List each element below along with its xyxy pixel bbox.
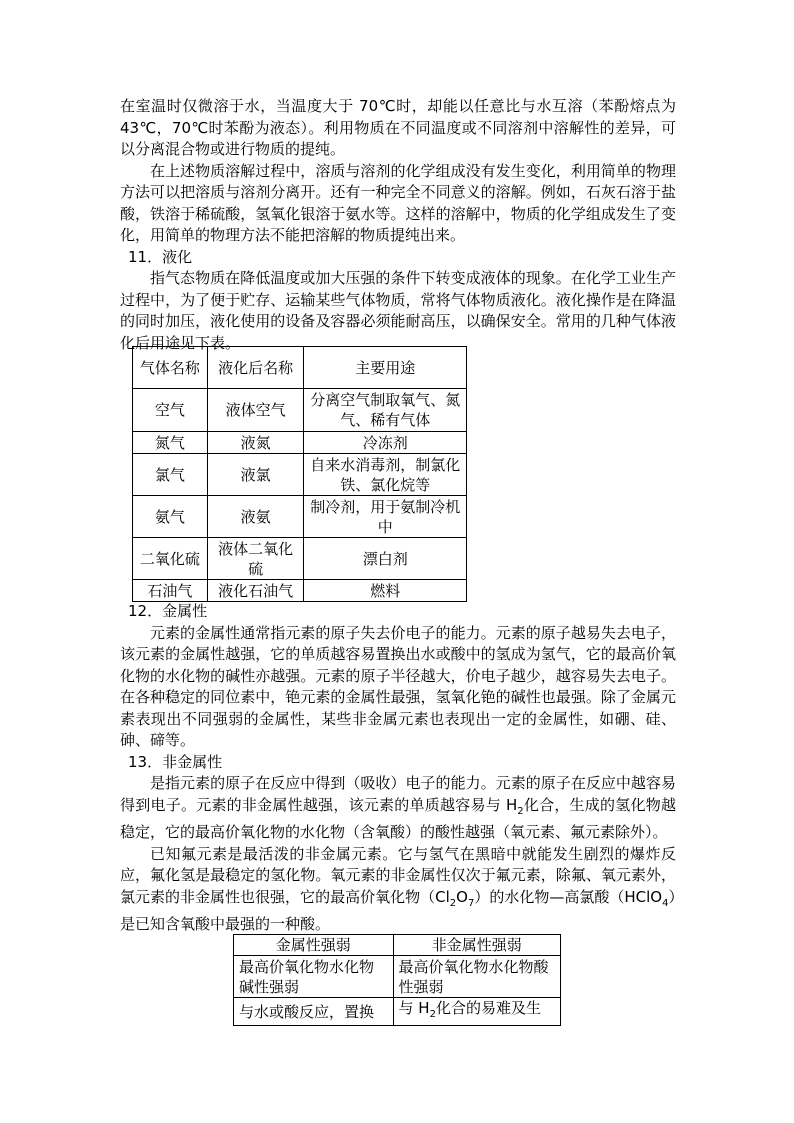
table-header-row bbox=[133, 347, 467, 389]
table-cell: 液氨 bbox=[207, 496, 304, 538]
table-cell: 冷冻剂 bbox=[304, 432, 467, 454]
paragraph-liquefaction: 指气态物质在降低温度或加大压强的条件下转变成液体的现象。在化学工业生产过程中，为了便于贮存、运输某些气体物质，常将气体物质液化。液化操作是在降温的同时加压，液化使用的设备及容器必须能耐高压，以确保安全。常用的几种气体液化后用途见下表。 bbox=[120, 269, 676, 352]
table-row bbox=[133, 454, 467, 496]
table-cell: 液氯 bbox=[207, 454, 304, 496]
table-cell: 漂白剂 bbox=[304, 538, 467, 580]
paragraph-metallicity: 元素的金属性通常指元素的原子失去价电子的能力。元素的原子越易失去电子，该元素的金属性越强，它的单质越容易置换出水或酸中的氢成为氢气，它的最高价氧化物的水化物的碱性亦越强。元素的原子半径越大，价电子越少，越容易失去电子。在各种稳定的同位素中，铯元素的金属性最强，氢氧化铯的碱性也最强。除了金属元素表现出不同强弱的金属性，某些非金属元素也表现出一定的金属性，如硼、硅、砷、碲等。 bbox=[120, 623, 676, 749]
table-header-cell: 金属性强弱 bbox=[234, 935, 394, 956]
table-header-cell: 主要用途 bbox=[304, 347, 467, 389]
table-cell: 自来水消毒剂，制氯化铁、氯化烷等 bbox=[304, 454, 467, 496]
table-row bbox=[133, 580, 467, 602]
table-row bbox=[234, 998, 561, 1026]
table-cell: 氯气 bbox=[133, 454, 208, 496]
table-cell: 制冷剂，用于氨制冷机中 bbox=[304, 496, 467, 538]
paragraph-nonmetallicity: 是指元素的原子在反应中得到（吸收）电子的能力。元素的原子在反应中越容易得到电子。元素的非金属性越强，该元素的单质越容易与 $H_2$化合，生成的氢化物越稳定，它的最高价氧化物的水化物（含氧酸）的酸性越强（氧元素、氟元素除外）。 bbox=[120, 774, 676, 841]
text-block-2 bbox=[120, 601, 676, 936]
table-cell: 二氧化硫 bbox=[133, 538, 208, 580]
table-cell: 液氮 bbox=[207, 432, 304, 454]
table-cell: 液化石油气 bbox=[207, 580, 304, 602]
table-header-cell: 液化后名称 bbox=[207, 347, 304, 389]
table-cell: 石油气 bbox=[133, 580, 208, 602]
table-cell: 氨气 bbox=[133, 496, 208, 538]
section-heading-11: 11．液化 bbox=[128, 247, 193, 266]
table-cell: 最高价氧化物水化物碱性强弱 bbox=[234, 956, 394, 998]
metal-nonmetal-comparison-table bbox=[233, 934, 561, 1026]
table-cell: 液体二氧化硫 bbox=[207, 538, 304, 580]
table-row bbox=[234, 956, 561, 998]
table-cell: 液体空气 bbox=[207, 389, 304, 432]
table-cell: 空气 bbox=[133, 389, 208, 432]
table-row bbox=[133, 432, 467, 454]
paragraph-phenol-solubility: 在室温时仅微溶于水，当温度大于 70℃时，却能以任意比与水互溶（苯酚熔点为 43℃，70℃时苯酚为液态）。利用物质在不同温度或不同溶剂中溶解性的差异，可以分离混合物或进行物质的提纯。 bbox=[120, 97, 676, 158]
text-block-1 bbox=[120, 96, 676, 354]
paragraph-fluorine: 已知氟元素是最活泼的非金属元素。它与氢气在黑暗中就能发生剧烈的爆炸反应，氟化氢是最稳定的氢化物。氧元素的非金属性仅次于氟元素，除氟、氧元素外，氯元素的非金属性也很强，它的最高价氧化物$(Cl_2O_7)$的水化物—高氯酸（HClO$_4$）是已知含氧酸中最强的一种酸。 bbox=[120, 844, 676, 933]
table-cell: 氮气 bbox=[133, 432, 208, 454]
gas-liquefaction-table bbox=[132, 346, 467, 602]
table-header-cell: 气体名称 bbox=[133, 347, 208, 389]
table-row bbox=[133, 496, 467, 538]
paragraph-dissolution: 在上述物质溶解过程中，溶质与溶剂的化学组成没有发生变化，利用简单的物理方法可以把溶质与溶剂分离开。还有一种完全不同意义的溶解。例如，石灰石溶于盐酸，铁溶于稀硫酸，氢氧化银溶于氨水等。这样的溶解中，物质的化学组成发生了变化，用简单的物理方法不能把溶解的物质提纯出来。 bbox=[120, 161, 676, 244]
table-row bbox=[133, 538, 467, 580]
table-cell: 燃料 bbox=[304, 580, 467, 602]
table-cell: 与 $H_2$化合的易难及生 bbox=[393, 998, 560, 1026]
section-heading-12: 12．金属性 bbox=[128, 602, 208, 620]
table-header-row bbox=[234, 935, 561, 956]
table-row bbox=[133, 389, 467, 432]
table-cell: 与水或酸反应，置换 bbox=[234, 998, 394, 1026]
table-cell: 最高价氧化物水化物酸性强弱 bbox=[393, 956, 560, 998]
section-heading-13: 13．非金属性 bbox=[128, 752, 223, 771]
table-header-cell: 非金属性强弱 bbox=[393, 935, 560, 956]
table-cell: 分离空气制取氧气、氮气、稀有气体 bbox=[304, 389, 467, 432]
